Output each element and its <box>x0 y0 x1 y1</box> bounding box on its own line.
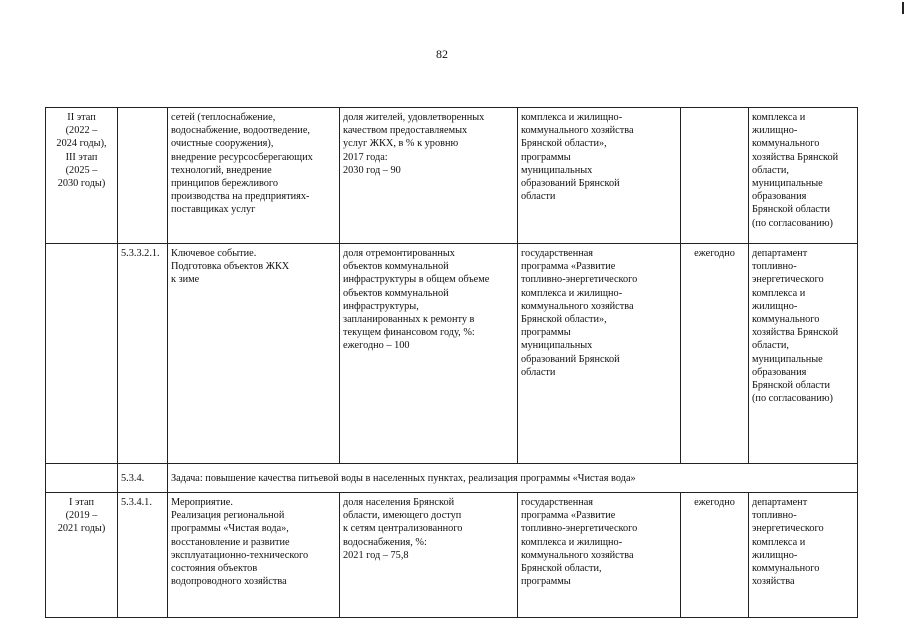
action-cell: Мероприятие. Реализация региональной программы «Чистая вода», восстановление и развитие эксплуатационно-технического состояния объектов водопроводного хозяйства <box>168 493 340 618</box>
stage-cell: II этап (2022 – 2024 годы), III этап (2025 – 2030 годы) <box>46 108 118 244</box>
indicator-cell: доля населения Брянской области, имеющего доступ к сетям централизованного водоснабжения, %: 2021 год – 75,8 <box>340 493 518 618</box>
indicator-cell: доля отремонтированных объектов коммунальной инфраструктуры в общем объеме объектов коммунальной инфраструктуры, запланированных к ремонту в текущем финансовом году, %: ежегодно – 100 <box>340 244 518 464</box>
action-cell: Ключевое событие. Подготовка объектов ЖКХ к зиме <box>168 244 340 464</box>
item-number-cell <box>118 108 168 244</box>
table-row <box>46 493 858 618</box>
program-cell: государственная программа «Развитие топливно-энергетического комплекса и жилищно- коммунального хозяйства Брянской области, программы <box>518 493 681 618</box>
measures-table <box>45 107 858 618</box>
executor-cell: комплекса и жилищно- коммунального хозяйства Брянской области, муниципальные образования Брянской области (по согласованию) <box>749 108 858 244</box>
table-row <box>46 244 858 464</box>
executor-cell: департамент топливно- энергетического комплекса и жилищно- коммунального хозяйства <box>749 493 858 618</box>
page-number: 82 <box>436 47 448 61</box>
table-row <box>46 464 858 493</box>
item-number-cell: 5.3.4.1. <box>118 493 168 618</box>
program-cell: государственная программа «Развитие топливно-энергетического комплекса и жилищно- коммунального хозяйства Брянской области», программы муниципальных образований Брянской области <box>518 244 681 464</box>
item-number-cell: 5.3.4. <box>118 464 168 493</box>
stage-cell <box>46 464 118 493</box>
period-cell <box>681 108 749 244</box>
action-cell: сетей (теплоснабжение, водоснабжение, водоотведение, очистные сооружения), внедрение ресурсосберегающих технологий, внедрение принципов бережливого производства на предприятиях- поставщиках услуг <box>168 108 340 244</box>
item-number-cell: 5.3.3.2.1. <box>118 244 168 464</box>
indicator-cell: доля жителей, удовлетворенных качеством предоставляемых услуг ЖКХ, в % к уровню 2017 года: 2030 год – 90 <box>340 108 518 244</box>
scan-edge-mark <box>902 2 904 14</box>
task-cell: Задача: повышение качества питьевой воды в населенных пунктах, реализация программы «Чистая вода» <box>168 464 858 493</box>
period-cell: ежегодно <box>681 244 749 464</box>
stage-cell <box>46 244 118 464</box>
executor-cell: департамент топливно- энергетического комплекса и жилищно- коммунального хозяйства Брянской области, муниципальные образования Брянской области (по согласованию) <box>749 244 858 464</box>
stage-cell: I этап (2019 – 2021 годы) <box>46 493 118 618</box>
table-row <box>46 108 858 244</box>
period-cell: ежегодно <box>681 493 749 618</box>
program-cell: комплекса и жилищно- коммунального хозяйства Брянской области», программы муниципальных образований Брянской области <box>518 108 681 244</box>
